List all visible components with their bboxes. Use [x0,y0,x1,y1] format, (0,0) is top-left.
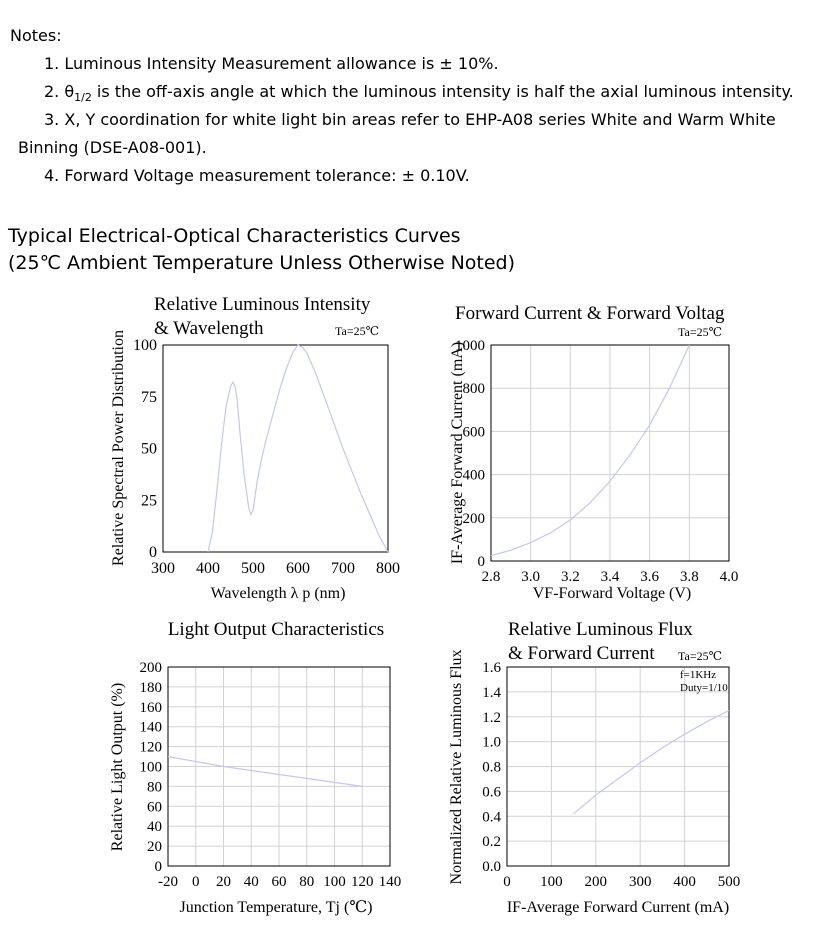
chart-spectrum-xtick-label: 600 [286,560,310,577]
chart-spectrum-annotation: Ta=25℃ [335,324,380,338]
chart-light-output-xtick-label: 0 [192,874,200,890]
chart-light-output-xtick-label: 80 [299,874,315,890]
chart-flux-ytick-label: 0.2 [482,834,501,851]
chart-flux-annotation: Ta=25℃ [678,649,723,663]
chart-flux-title-line2: & Forward Current [508,643,655,664]
chart-iv-ytick-label: 400 [462,467,485,484]
chart-light-output-xtick-label: 100 [323,874,346,890]
chart-light-output-ytick-label: 200 [139,660,162,676]
chart-flux-ylabel: Normalized Relative Luminous Flux [448,649,465,885]
chart-spectrum-ytick-label: 25 [141,492,157,510]
chart-spectrum-title-line1: Relative Luminous Intensity [154,294,371,315]
chart-iv-annotation: Ta=25℃ [678,325,723,339]
chart-light-output-ytick-label: 60 [147,799,162,816]
note-2 [44,82,794,104]
chart-spectrum [100,285,420,605]
chart-flux-ytick-label: 0.0 [482,859,501,875]
chart-iv-series-line [491,345,689,556]
chart-light-output-ytick-label: 80 [147,779,162,796]
chart-iv-xtick-label: 3.6 [640,569,660,585]
chart-spectrum-xtick-label: 500 [241,560,265,577]
note-1: 1. Luminous Intensity Measurement allowance is ± 10%. [44,54,499,73]
chart-light-output-xtick-label: 140 [378,874,402,890]
chart-spectrum-title-line2: & Wavelength [154,318,264,339]
chart-iv-xtick-label: 3.0 [521,569,541,585]
chart-light-output-ytick-label: 100 [139,759,162,776]
chart-light-output-ytick-label: 40 [147,819,162,836]
chart-light-output-xlabel: Junction Temperature, Tj (℃) [179,899,373,916]
chart-flux-series-line [574,711,729,814]
chart-spectrum-ytick-label: 100 [133,337,157,354]
chart-iv-xtick-label: 3.2 [560,569,580,585]
chart-spectrum-ytick-label: 0 [149,544,157,561]
chart-light-output-title: Light Output Characteristics [167,619,385,640]
chart-flux-ytick-label: 1.4 [482,684,501,701]
chart-light-output-ylabel: Relative Light Output (%) [109,682,126,852]
chart-spectrum-xtick-label: 800 [376,560,400,577]
chart-flux-xlabel: IF-Average Forward Current (mA) [506,899,730,916]
chart-flux-xtick-label: 0 [503,874,511,890]
note-3-line1: 3. X, Y coordination for white light bin areas refer to EHP-A08 series White and Warm White [44,110,776,129]
chart-iv-ytick-label: 600 [462,424,485,441]
chart-flux-ytick-label: 1.2 [482,709,501,726]
chart-spectrum-xtick-label: 400 [196,560,220,577]
chart-spectrum-plot-frame [163,345,388,552]
chart-iv-title: Forward Current & Forward Voltag [455,303,725,324]
chart-iv-xlabel: VF-Forward Voltage (V) [532,585,692,602]
chart-iv-ytick-label: 800 [462,381,485,398]
chart-light-output-xtick-label: 60 [271,874,287,890]
chart-flux-xtick-label: 100 [540,874,563,890]
chart-flux-ytick-label: 1.6 [482,660,501,676]
chart-flux-title-line1: Relative Luminous Flux [508,619,693,640]
note-2-prefix: 2. θ [44,82,75,101]
chart-flux-xtick-label: 200 [584,874,608,890]
chart-light-output-ytick-label: 180 [139,679,162,696]
chart-iv-ytick-label: 200 [462,510,485,527]
chart-iv-xtick-label: 3.4 [600,569,620,585]
note-2-suffix: is the off-axis angle at which the luminous intensity is half the axial luminous intensity. [91,82,794,101]
section-subtitle: (25℃ Ambient Temperature Unless Otherwise Noted) [8,252,516,274]
chart-light-output-xtick-label: 40 [243,874,259,890]
notes-heading: Notes: [10,26,62,45]
chart-light-output-ytick-label: 160 [139,699,162,716]
chart-flux-ytick-label: 0.4 [482,809,501,826]
chart-flux-note-frequency: f=1KHz [680,669,717,681]
chart-spectrum-ylabel: Relative Spectral Power Distribution [110,330,127,566]
note-2-subscript: 1/2 [74,91,92,105]
chart-flux-ytick-label: 0.8 [482,759,501,776]
chart-iv-xtick-label: 3.8 [679,569,699,585]
chart-light-output-series-line [168,757,362,787]
section-title: Typical Electrical-Optical Characteristics Curves [8,225,461,247]
chart-light-output-xtick-label: -20 [158,874,178,890]
chart-light-output-xtick-label: 20 [216,874,231,890]
chart-flux-xtick-label: 500 [717,874,741,890]
chart-iv [440,295,760,607]
chart-iv-xtick-label: 2.8 [481,569,501,585]
note-3-line2: Binning (DSE-A08-001). [18,138,207,157]
chart-light-output-ytick-label: 20 [147,839,162,856]
chart-spectrum-xlabel: Wavelength λ p (nm) [210,585,346,602]
chart-iv-ytick-label: 0 [477,554,485,570]
chart-light-output-xtick-label: 120 [351,874,374,890]
chart-iv-ytick-label: 1000 [455,338,485,354]
note-4: 4. Forward Voltage measurement tolerance: ± 0.10V. [44,166,470,185]
chart-iv-ylabel: IF-Average Forward Current (mA) [449,341,466,565]
chart-spectrum-xtick-label: 300 [151,560,175,577]
chart-light-output [100,612,420,924]
chart-light-output-ytick-label: 120 [139,739,162,756]
chart-light-output-ytick-label: 140 [139,719,162,736]
chart-light-output-ytick-label: 0 [154,859,162,875]
chart-flux-ytick-label: 0.6 [482,784,501,801]
chart-flux-xtick-label: 300 [628,874,652,890]
chart-iv-xtick-label: 4.0 [719,569,739,585]
chart-flux [440,612,760,924]
chart-spectrum-ytick-label: 75 [141,388,157,406]
chart-flux-xtick-label: 400 [673,874,696,890]
chart-flux-note-duty: Duty=1/10 [680,682,728,694]
chart-spectrum-xtick-label: 700 [331,560,355,577]
chart-flux-ytick-label: 1.0 [482,734,501,751]
chart-spectrum-ytick-label: 50 [141,440,157,458]
chart-spectrum-series-line [208,345,388,552]
